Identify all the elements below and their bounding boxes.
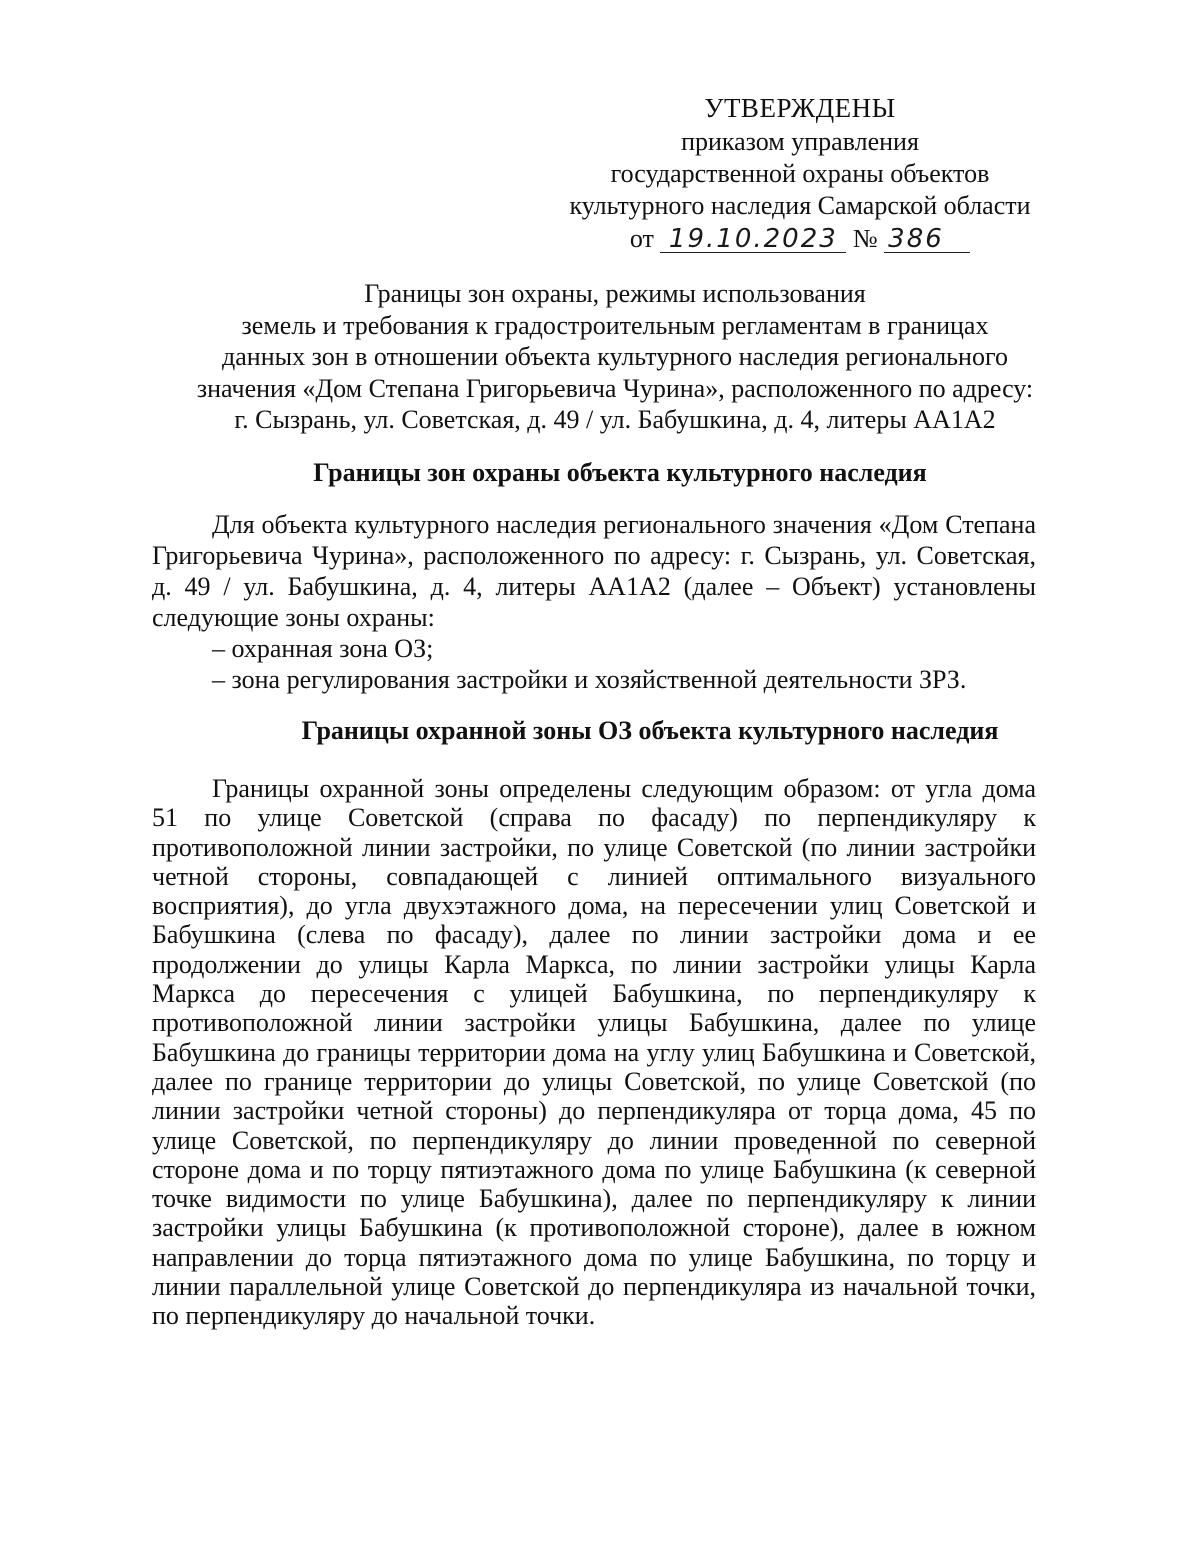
date-prefix: от [629, 224, 654, 253]
document-title-line-3: данных зон в отношении объекта культурного наследия регионального [222, 342, 1008, 371]
document-title-line-1: Границы зон охраны, режимы использования [364, 279, 866, 308]
section-heading-protection-zones: Границы зон охраны объекта культурного наследия [313, 458, 927, 487]
zones-list [212, 633, 1052, 695]
approval-date-row [540, 222, 1060, 256]
document-title-line-4: значения «Дом Степана Григорьевича Чурина», расположенного по адресу: [196, 373, 1034, 403]
handwritten-date: 19.10.2023 [660, 226, 846, 253]
approval-stamp-block [540, 92, 1060, 256]
section-paragraph-oz-description: Границы охранной зоны определены следующим образом: от угла дома 51 по улице Советской (справа по фасаду) по перпендикуляру к противоположной линии застройки, по улице Советской (по линии застройки четной стороны, совпадающей с линией оптимального визуального восприятия), до угла двухэтажного дома, на пересечении улиц Советской и Бабушкина (слева по фасаду), далее по линии застройки дома и ее продолжении до улицы Карла Маркса, по линии застройки улицы Карла Маркса до пересечения с улицей Бабушкина, по перпендикуляру к противоположной линии застройки улицы Бабушкина, далее по улице Бабушкина до границы территории дома на углу улиц Бабушкина и Советской, далее по границе территории до улицы Советской, по улице Советской (по линии застройки четной стороны) до перпендикуляра от торца дома, 45 по улице Советской, по перпендикуляру до линии проведенной по северной стороне дома и по торцу пятиэтажного дома по улице Бабушкина (к северной точке видимости по улице Бабушкина), далее по перпендикуляру к линии застройки улицы Бабушкина (к противоположной стороне), далее в южном направлении до торца пятиэтажного дома по улице Бабушкина, по торцу и линии параллельной улице Советской до перпендикуляра из начальной точки, по перпендикуляру до начальной точки. [152, 774, 1036, 1331]
document-title-line-5: г. Сызрань, ул. Советская, д. 49 / ул. Бабушкина, д. 4, литеры АА1А2 [234, 405, 996, 434]
section-paragraph-zones-intro: Для объекта культурного наследия регионального значения «Дом Степана Григорьевича Чурина», расположенного по адресу: г. Сызрань, ул. Советская, д. 49 / ул. Бабушкина, д. 4, литеры АА1А2 (далее – Объект) установлены следующие зоны охраны: [152, 510, 1036, 632]
list-item: – охранная зона ОЗ; [212, 634, 434, 663]
approval-line-2: государственной охраны объектов [610, 159, 990, 188]
section-heading-oz-boundaries: Границы охранной зоны ОЗ объекта культурного наследия [301, 716, 999, 745]
approval-line-3: культурного наследия Самарской области [569, 191, 1031, 220]
handwritten-number: 386 [884, 226, 970, 253]
list-item: – зона регулирования застройки и хозяйственной деятельности ЗРЗ. [212, 665, 967, 694]
approval-line-1: приказом управления [681, 127, 919, 156]
document-title-line-2: земель и требования к градостроительным регламентам в границах [241, 310, 989, 340]
approval-title: УТВЕРЖДЕНЫ [704, 93, 896, 123]
number-prefix: № [852, 224, 878, 253]
document-title [140, 278, 1090, 436]
